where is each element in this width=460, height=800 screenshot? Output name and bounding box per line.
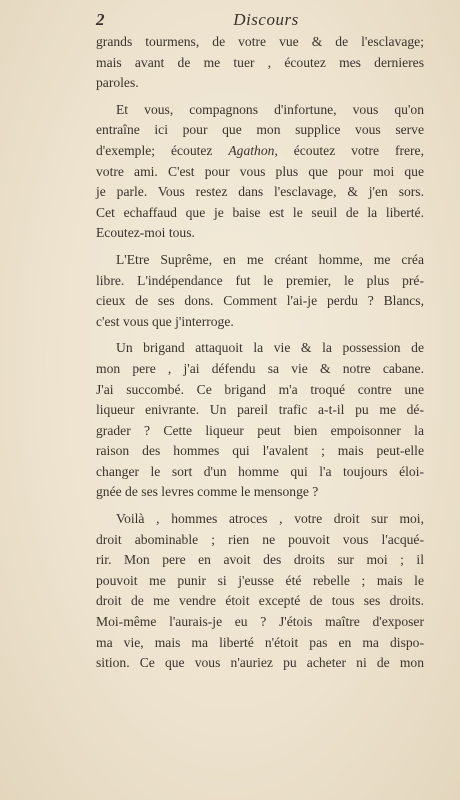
text-line: liqueur enivrante. Un pareil trafic a-t-il pu me dé- <box>96 402 424 418</box>
paragraph <box>96 250 424 332</box>
page-number: 2 <box>96 10 105 29</box>
paragraph <box>96 100 424 244</box>
text-line: J'ai succombé. Ce brigand m'a troqué contre une <box>96 381 424 397</box>
text-line: paroles. <box>96 75 139 91</box>
text-line: changer le sort d'un homme qui l'a toujours éloi- <box>96 463 424 479</box>
text-line: mais avant de me tuer , écoutez mes dernieres <box>96 54 424 70</box>
text-line: libre. L'indépendance fut le premier, le plus pré- <box>96 272 424 288</box>
text-line: votre ami. C'est pour vous plus que pour moi que <box>96 163 424 179</box>
text-line: droit de me vendre étoit excepté de tous ses droits. <box>96 593 424 609</box>
text-line: je parle. Vous restez dans l'esclavage, & j'en sors. <box>96 184 424 200</box>
text-line: d'exemple; écoutez Agathon, écoutez votre frere, <box>96 142 424 158</box>
text-line: gnée de ses levres comme le mensonge ? <box>96 484 319 500</box>
text-line: rir. Mon pere en avoit des droits sur moi ; il <box>96 552 424 568</box>
text-line: cieux de ses dons. Comment l'ai-je perdu ? Blancs, <box>96 293 424 309</box>
paragraph <box>96 509 424 674</box>
running-head: Discours <box>233 10 299 29</box>
proper-name: Agathon <box>228 142 275 158</box>
paragraph <box>96 32 424 94</box>
paragraph <box>96 338 424 503</box>
text-line: droit abominable ; rien ne pouvoit vous l'acqué- <box>96 531 424 547</box>
text-line: Et vous, compagnons d'infortune, vous qu'on <box>116 101 424 117</box>
text-line: grader ? Cette liqueur peut bien empoisonner la <box>96 422 424 438</box>
text-line: Cet echaffaud que je baise est le seuil de la liberté. <box>96 204 424 220</box>
text-line: sition. Ce que vous n'auriez pu acheter ni de mon <box>96 655 424 671</box>
text-line: grands tourmens, de votre vue & de l'esclavage; <box>96 34 424 49</box>
text-line: mon pere , j'ai défendu sa vie & notre cabane. <box>96 360 424 376</box>
text-line: Ecoutez-moi tous. <box>96 225 195 241</box>
text-line: raison des hommes qui l'avalent ; mais peut-elle <box>96 443 424 459</box>
body-text <box>96 32 424 680</box>
text-line: entraîne ici pour que mon supplice vous serve <box>96 122 424 138</box>
text-line: c'est vous que j'interroge. <box>96 313 234 329</box>
text-line: Un brigand attaquoit la vie & la possession de <box>116 340 424 356</box>
text-line: Moi-même l'aurais-je eu ? J'étois maître d'exposer <box>96 614 424 630</box>
text-line: Voilà , hommes atroces , votre droit sur moi, <box>116 511 424 527</box>
text-line: ma vie, mais ma liberté n'étoit pas en ma dispo- <box>96 634 424 650</box>
text-line: L'Etre Suprême, en me créant homme, me créa <box>116 251 424 267</box>
text-line: pouvoit me punir si j'eusse été rebelle ; mais le <box>96 572 424 588</box>
